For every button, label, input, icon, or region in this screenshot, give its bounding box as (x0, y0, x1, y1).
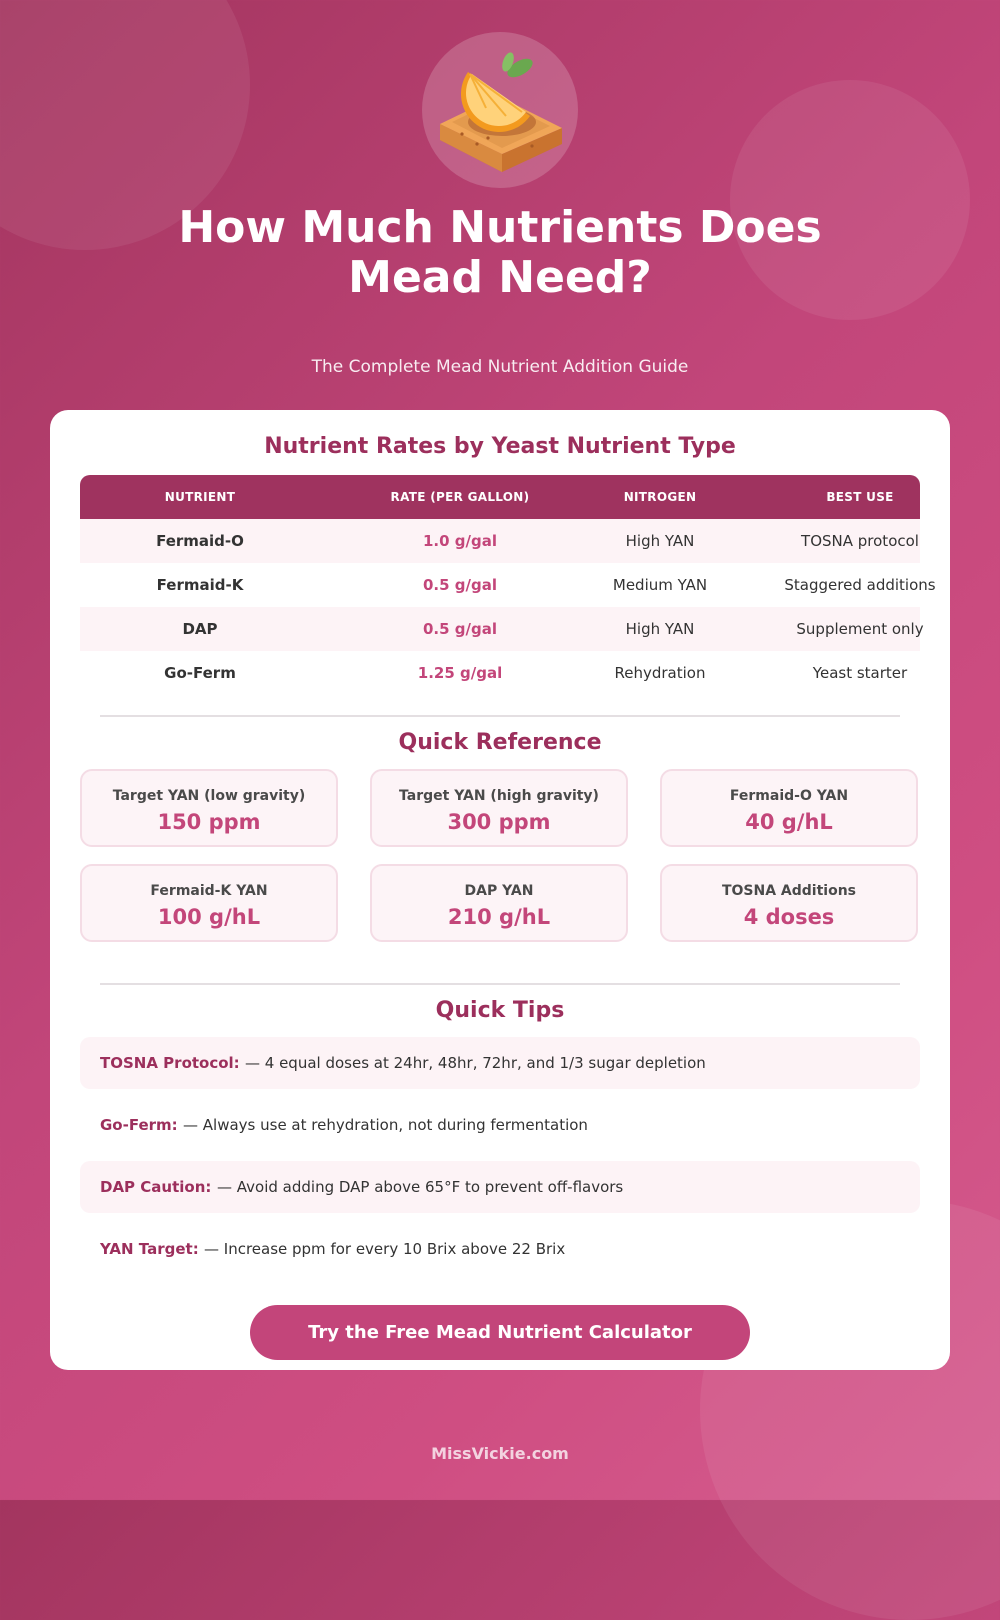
rate-cell: 1.25 g/gal (417, 664, 503, 682)
rate-cell: 0.5 g/gal (422, 576, 497, 594)
reference-label: TOSNA Additions (721, 883, 857, 899)
page-title (100, 203, 900, 303)
tip-label: DAP Caution: (100, 1178, 212, 1196)
reference-value: 150 ppm (157, 810, 261, 834)
column-header-best-use: BEST USE (826, 490, 894, 504)
nitrogen-cell: High YAN (625, 532, 695, 550)
section-divider (100, 715, 900, 717)
reference-section-title: Quick Reference (398, 730, 602, 755)
reference-card (80, 769, 338, 847)
nitrogen-cell: High YAN (625, 620, 695, 638)
rate-cell: 0.5 g/gal (422, 620, 497, 638)
nutrient-cell: Fermaid-O (156, 532, 244, 550)
reference-label: Fermaid-K YAN (150, 883, 268, 899)
column-header-nitrogen: NITROGEN (623, 490, 697, 504)
reference-label: Fermaid-O YAN (729, 788, 849, 804)
reference-card (660, 769, 918, 847)
column-header-nutrient: NUTRIENT (164, 490, 236, 504)
nutrient-cell: Go-Ferm (164, 664, 236, 682)
reference-label: DAP YAN (464, 883, 534, 899)
table-row (80, 563, 936, 607)
rates-section-title: Nutrient Rates by Yeast Nutrient Type (264, 434, 736, 459)
table-row (80, 519, 920, 563)
reference-value: 210 g/hL (447, 905, 551, 929)
reference-value: 300 ppm (447, 810, 551, 834)
page-subtitle: The Complete Mead Nutrient Addition Guide (311, 357, 689, 377)
tip-item (80, 1161, 920, 1213)
footer-brand: MissVickie.com (431, 1444, 569, 1463)
tip-item (80, 1037, 920, 1089)
table-row (80, 607, 924, 651)
tips-section-title: Quick Tips (435, 998, 565, 1023)
honey-block-orange-slice-icon (422, 32, 578, 188)
table-row (80, 651, 920, 695)
tip-text: — Avoid adding DAP above 65°F to prevent off-flavors (217, 1178, 624, 1196)
reference-card (80, 864, 338, 942)
reference-card (660, 864, 918, 942)
tip-text: — 4 equal doses at 24hr, 48hr, 72hr, and 1/3 sugar depletion (245, 1054, 706, 1072)
nutrient-cell: DAP (182, 620, 218, 638)
title-line-1: How Much Nutrients Does (178, 202, 822, 253)
best-use-cell: TOSNA protocol (801, 532, 919, 550)
tip-label: Go-Ferm: (100, 1116, 178, 1134)
reference-label: Target YAN (low gravity) (112, 788, 306, 804)
reference-value: 100 g/hL (157, 905, 261, 929)
best-use-cell: Staggered additions (784, 576, 936, 594)
nutrient-calculator-button[interactable]: Try the Free Mead Nutrient Calculator (250, 1305, 750, 1360)
tip-label: TOSNA Protocol: (100, 1054, 240, 1072)
tip-label: YAN Target: (100, 1240, 199, 1258)
reference-value: 4 doses (743, 905, 835, 929)
reference-card (370, 864, 628, 942)
rates-table-header (80, 475, 920, 519)
reference-value: 40 g/hL (745, 810, 833, 834)
best-use-cell: Supplement only (796, 620, 924, 638)
guide-card (50, 410, 950, 1370)
title-line-2: Mead Need? (348, 252, 652, 303)
section-divider (100, 983, 900, 985)
best-use-cell: Yeast starter (812, 664, 908, 682)
tip-text: — Increase ppm for every 10 Brix above 22 Brix (204, 1240, 566, 1258)
rate-cell: 1.0 g/gal (422, 532, 497, 550)
nutrient-cell: Fermaid-K (156, 576, 244, 594)
nitrogen-cell: Rehydration (614, 664, 706, 682)
column-header-rate: RATE (PER GALLON) (390, 490, 530, 504)
tip-item (80, 1099, 920, 1151)
nitrogen-cell: Medium YAN (612, 576, 708, 594)
tip-text: — Always use at rehydration, not during fermentation (183, 1116, 588, 1134)
tip-item (80, 1223, 920, 1275)
reference-label: Target YAN (high gravity) (399, 788, 599, 804)
reference-card (370, 769, 628, 847)
